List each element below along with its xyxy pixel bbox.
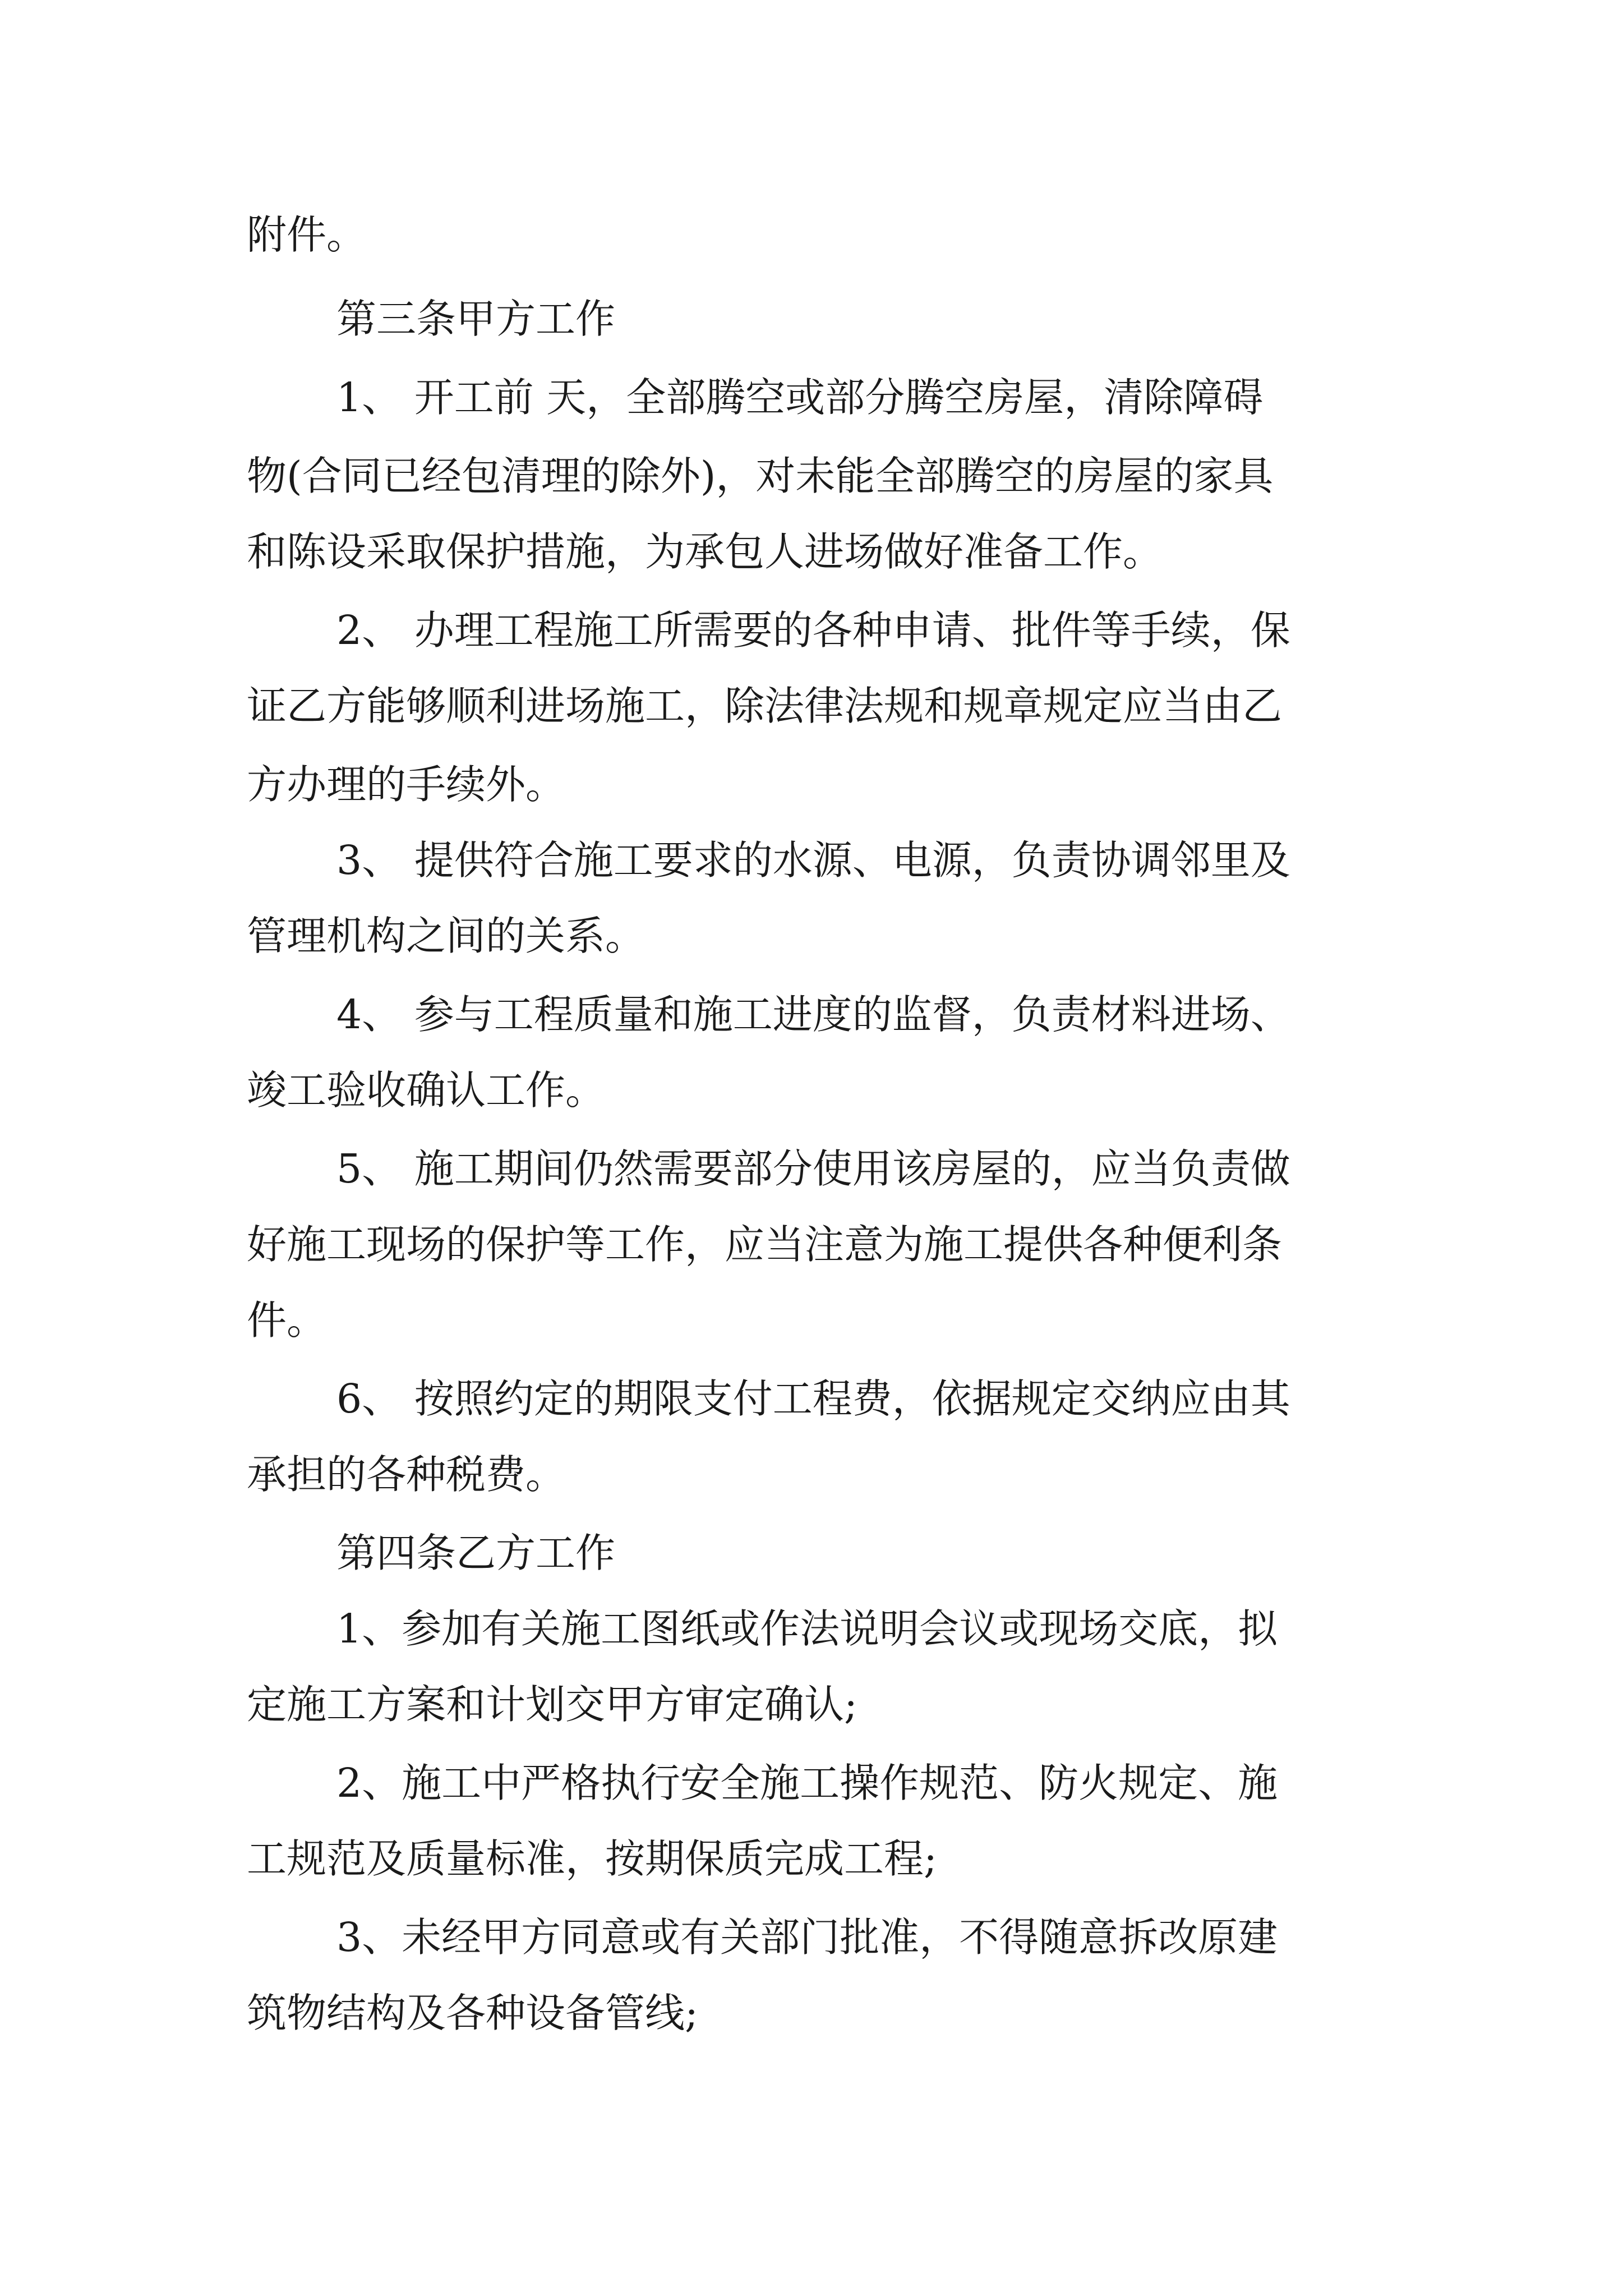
- text-line: 4、 参与工程质量和施工进度的监督，负责材料进场、: [336, 991, 1290, 1038]
- text-line: 1、 开工前 天，全部腾空或部分腾空房屋，清除障碍: [336, 374, 1264, 421]
- text-line: 件。: [247, 1297, 327, 1343]
- text-line: 2、施工中严格执行安全施工操作规范、防火规定、施: [336, 1760, 1278, 1806]
- text-line: 筑物结构及各种设备管线;: [247, 1990, 698, 2036]
- text-line: 附件。: [247, 211, 367, 258]
- section-heading: 第三条甲方工作: [336, 296, 616, 342]
- text-line: 工规范及质量标准，按期保质完成工程;: [247, 1835, 937, 1882]
- text-line: 承担的各种税费。: [247, 1451, 566, 1498]
- text-line: 1、参加有关施工图纸或作法说明会议或现场交底，拟: [336, 1605, 1278, 1652]
- text-line: 方办理的手续外。: [247, 761, 566, 808]
- text-line: 3、未经甲方同意或有关部门批准，不得随意拆改原建: [336, 1914, 1278, 1961]
- text-line: 2、 办理工程施工所需要的各种申请、批件等手续，保: [336, 607, 1290, 654]
- text-line: 定施工方案和计划交甲方审定确认;: [247, 1681, 857, 1728]
- text-line: 管理机构之间的关系。: [247, 913, 645, 959]
- text-line: 好施工现场的保护等工作，应当注意为施工提供各种便利条: [247, 1221, 1283, 1268]
- text-line: 3、 提供符合施工要求的水源、电源，负责协调邻里及: [336, 837, 1290, 884]
- text-line: 5、 施工期间仍然需要部分使用该房屋的，应当负责做: [336, 1145, 1290, 1192]
- text-line: 物(合同已经包清理的除外)，对未能全部腾空的房屋的家具: [247, 453, 1274, 499]
- text-line: 6、 按照约定的期限支付工程费，依据规定交纳应由其: [336, 1375, 1290, 1422]
- text-line: 证乙方能够顺利进场施工，除法律法规和规章规定应当由乙: [247, 683, 1283, 729]
- text-line: 和陈设采取保护措施，为承包人进场做好准备工作。: [247, 528, 1163, 575]
- section-heading: 第四条乙方工作: [336, 1530, 616, 1576]
- text-line: 竣工验收确认工作。: [247, 1067, 606, 1114]
